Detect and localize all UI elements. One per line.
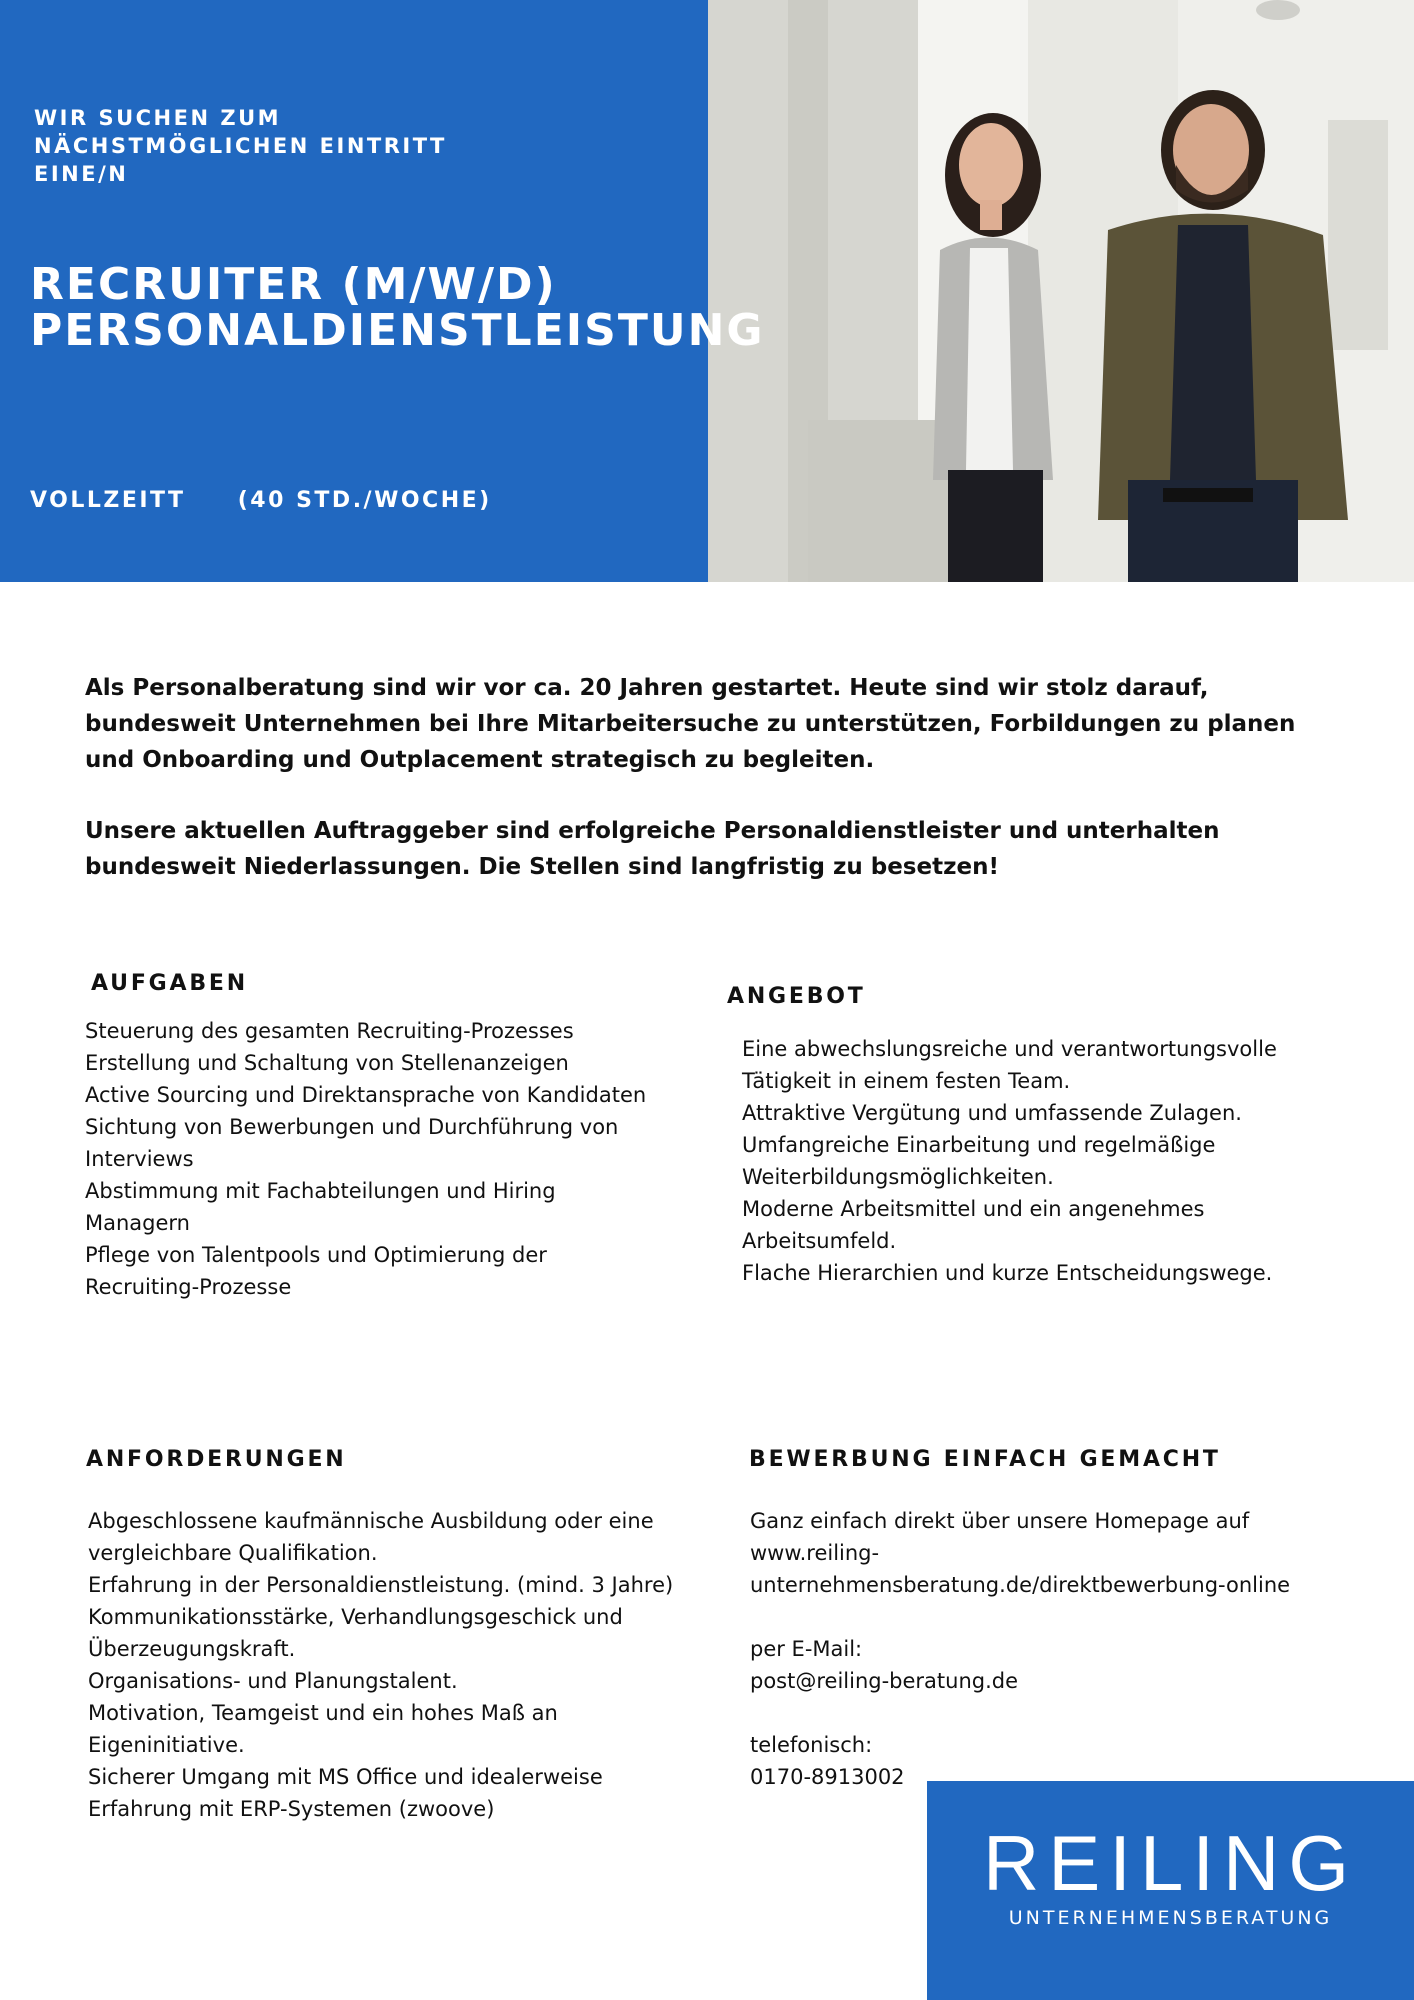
- list-item: Moderne Arbeitsmittel und ein angenehmes: [742, 1197, 1205, 1221]
- intro-paragraph: Unsere aktuellen Auftraggeber sind erfolgreiche Personaldienstleister und unterhalten bundesweit Niederlassungen. Die Stellen sind langfristig zu besetzen!: [85, 818, 1220, 880]
- list-item: Abstimmung mit Fachabteilungen und Hiring: [85, 1179, 556, 1203]
- list-item: Pflege von Talentpools und Optimierung der: [85, 1243, 547, 1267]
- work-hours: (40 STD./WOCHE): [237, 488, 492, 513]
- spacer: [750, 1601, 1350, 1633]
- section-heading-aufgaben: AUFGABEN: [91, 971, 248, 996]
- list-item: Eine abwechslungsreiche und verantwortungsvolle: [742, 1037, 1277, 1061]
- homepage-intro: Ganz einfach direkt über unsere Homepage auf: [750, 1509, 1250, 1533]
- list-item: Interviews: [85, 1147, 194, 1171]
- angebot-list: [742, 1033, 1362, 1289]
- list-item: Sicherer Umgang mit MS Office und idealerweise: [88, 1765, 603, 1789]
- list-item: Active Sourcing und Direktansprache von Kandidaten: [85, 1083, 647, 1107]
- work-time: [30, 488, 492, 513]
- list-item: vergleichbare Qualifikation.: [88, 1541, 378, 1565]
- list-item: Erstellung und Schaltung von Stellenanzeigen: [85, 1051, 569, 1075]
- job-title-line: RECRUITER (M/W/D): [30, 259, 557, 310]
- homepage-link[interactable]: www.reiling-: [750, 1541, 880, 1565]
- job-title-line: PERSONALDIENSTLEISTUNG: [30, 305, 765, 356]
- list-item: Tätigkeit in einem festen Team.: [742, 1069, 1071, 1093]
- section-heading-anforderungen: ANFORDERUNGEN: [86, 1447, 347, 1472]
- homepage-link[interactable]: unternehmensberatung.de/direktbewerbung-online: [750, 1573, 1291, 1597]
- intro-text: [85, 670, 1345, 920]
- company-logo: [927, 1781, 1414, 2000]
- eyebrow-line: EINE/N: [34, 162, 129, 186]
- eyebrow-line: NÄCHSTMÖGLICHEN EINTRITT: [34, 134, 447, 158]
- list-item: Recruiting-Prozesse: [85, 1275, 292, 1299]
- anforderungen-list: [88, 1505, 708, 1825]
- people-photo: [708, 0, 1414, 582]
- list-item: Arbeitsumfeld.: [742, 1229, 897, 1253]
- email-link[interactable]: post@reiling-beratung.de: [750, 1669, 1019, 1693]
- section-heading-angebot: ANGEBOT: [727, 984, 866, 1009]
- logo-name: REILING: [982, 1819, 1359, 1907]
- list-item: Sichtung von Bewerbungen und Durchführung von: [85, 1115, 619, 1139]
- list-item: Überzeugungskraft.: [88, 1637, 296, 1661]
- list-item: Motivation, Teamgeist und ein hohes Maß an: [88, 1701, 558, 1725]
- list-item: Abgeschlossene kaufmännische Ausbildung oder eine: [88, 1509, 654, 1533]
- list-item: Umfangreiche Einarbeitung und regelmäßige: [742, 1133, 1216, 1157]
- list-item: Steuerung des gesamten Recruiting-Prozesses: [85, 1019, 574, 1043]
- list-item: Organisations- und Planungstalent.: [88, 1669, 458, 1693]
- spacer: [750, 1697, 1350, 1729]
- section-heading-bewerbung: BEWERBUNG EINFACH GEMACHT: [749, 1447, 1221, 1472]
- hero-eyebrow: [34, 104, 447, 188]
- phone-link[interactable]: 0170-8913002: [750, 1765, 905, 1789]
- list-item: Eigeninitiative.: [88, 1733, 245, 1757]
- aufgaben-list: [85, 1015, 685, 1303]
- eyebrow-line: WIR SUCHEN ZUM: [34, 106, 282, 130]
- list-item: Flache Hierarchien und kurze Entscheidungswege.: [742, 1261, 1273, 1285]
- list-item: Managern: [85, 1211, 190, 1235]
- logo-subtitle: UNTERNEHMENSBERATUNG: [1008, 1907, 1333, 1929]
- list-item: Attraktive Vergütung und umfassende Zulagen.: [742, 1101, 1242, 1125]
- phone-label: telefonisch:: [750, 1733, 873, 1757]
- list-item: Erfahrung mit ERP-Systemen (zwoove): [88, 1797, 495, 1821]
- bewerbung-contact: [750, 1505, 1350, 1793]
- list-item: Kommunikationsstärke, Verhandlungsgeschick und: [88, 1605, 623, 1629]
- list-item: Weiterbildungsmöglichkeiten.: [742, 1165, 1054, 1189]
- intro-paragraph: Als Personalberatung sind wir vor ca. 20 Jahren gestartet. Heute sind wir stolz darauf, bundesweit Unternehmen bei Ihre Mitarbeitersuche zu unterstützen, Forbildungen zu planen und Onboarding und Outplacement strategisch zu begleiten.: [85, 675, 1296, 773]
- email-label: per E-Mail:: [750, 1637, 863, 1661]
- job-title: [30, 259, 765, 356]
- list-item: Erfahrung in der Personaldienstleistung. (mind. 3 Jahre): [88, 1573, 674, 1597]
- people-photo-illustration: [708, 0, 1414, 582]
- work-type: VOLLZEITT: [30, 488, 186, 513]
